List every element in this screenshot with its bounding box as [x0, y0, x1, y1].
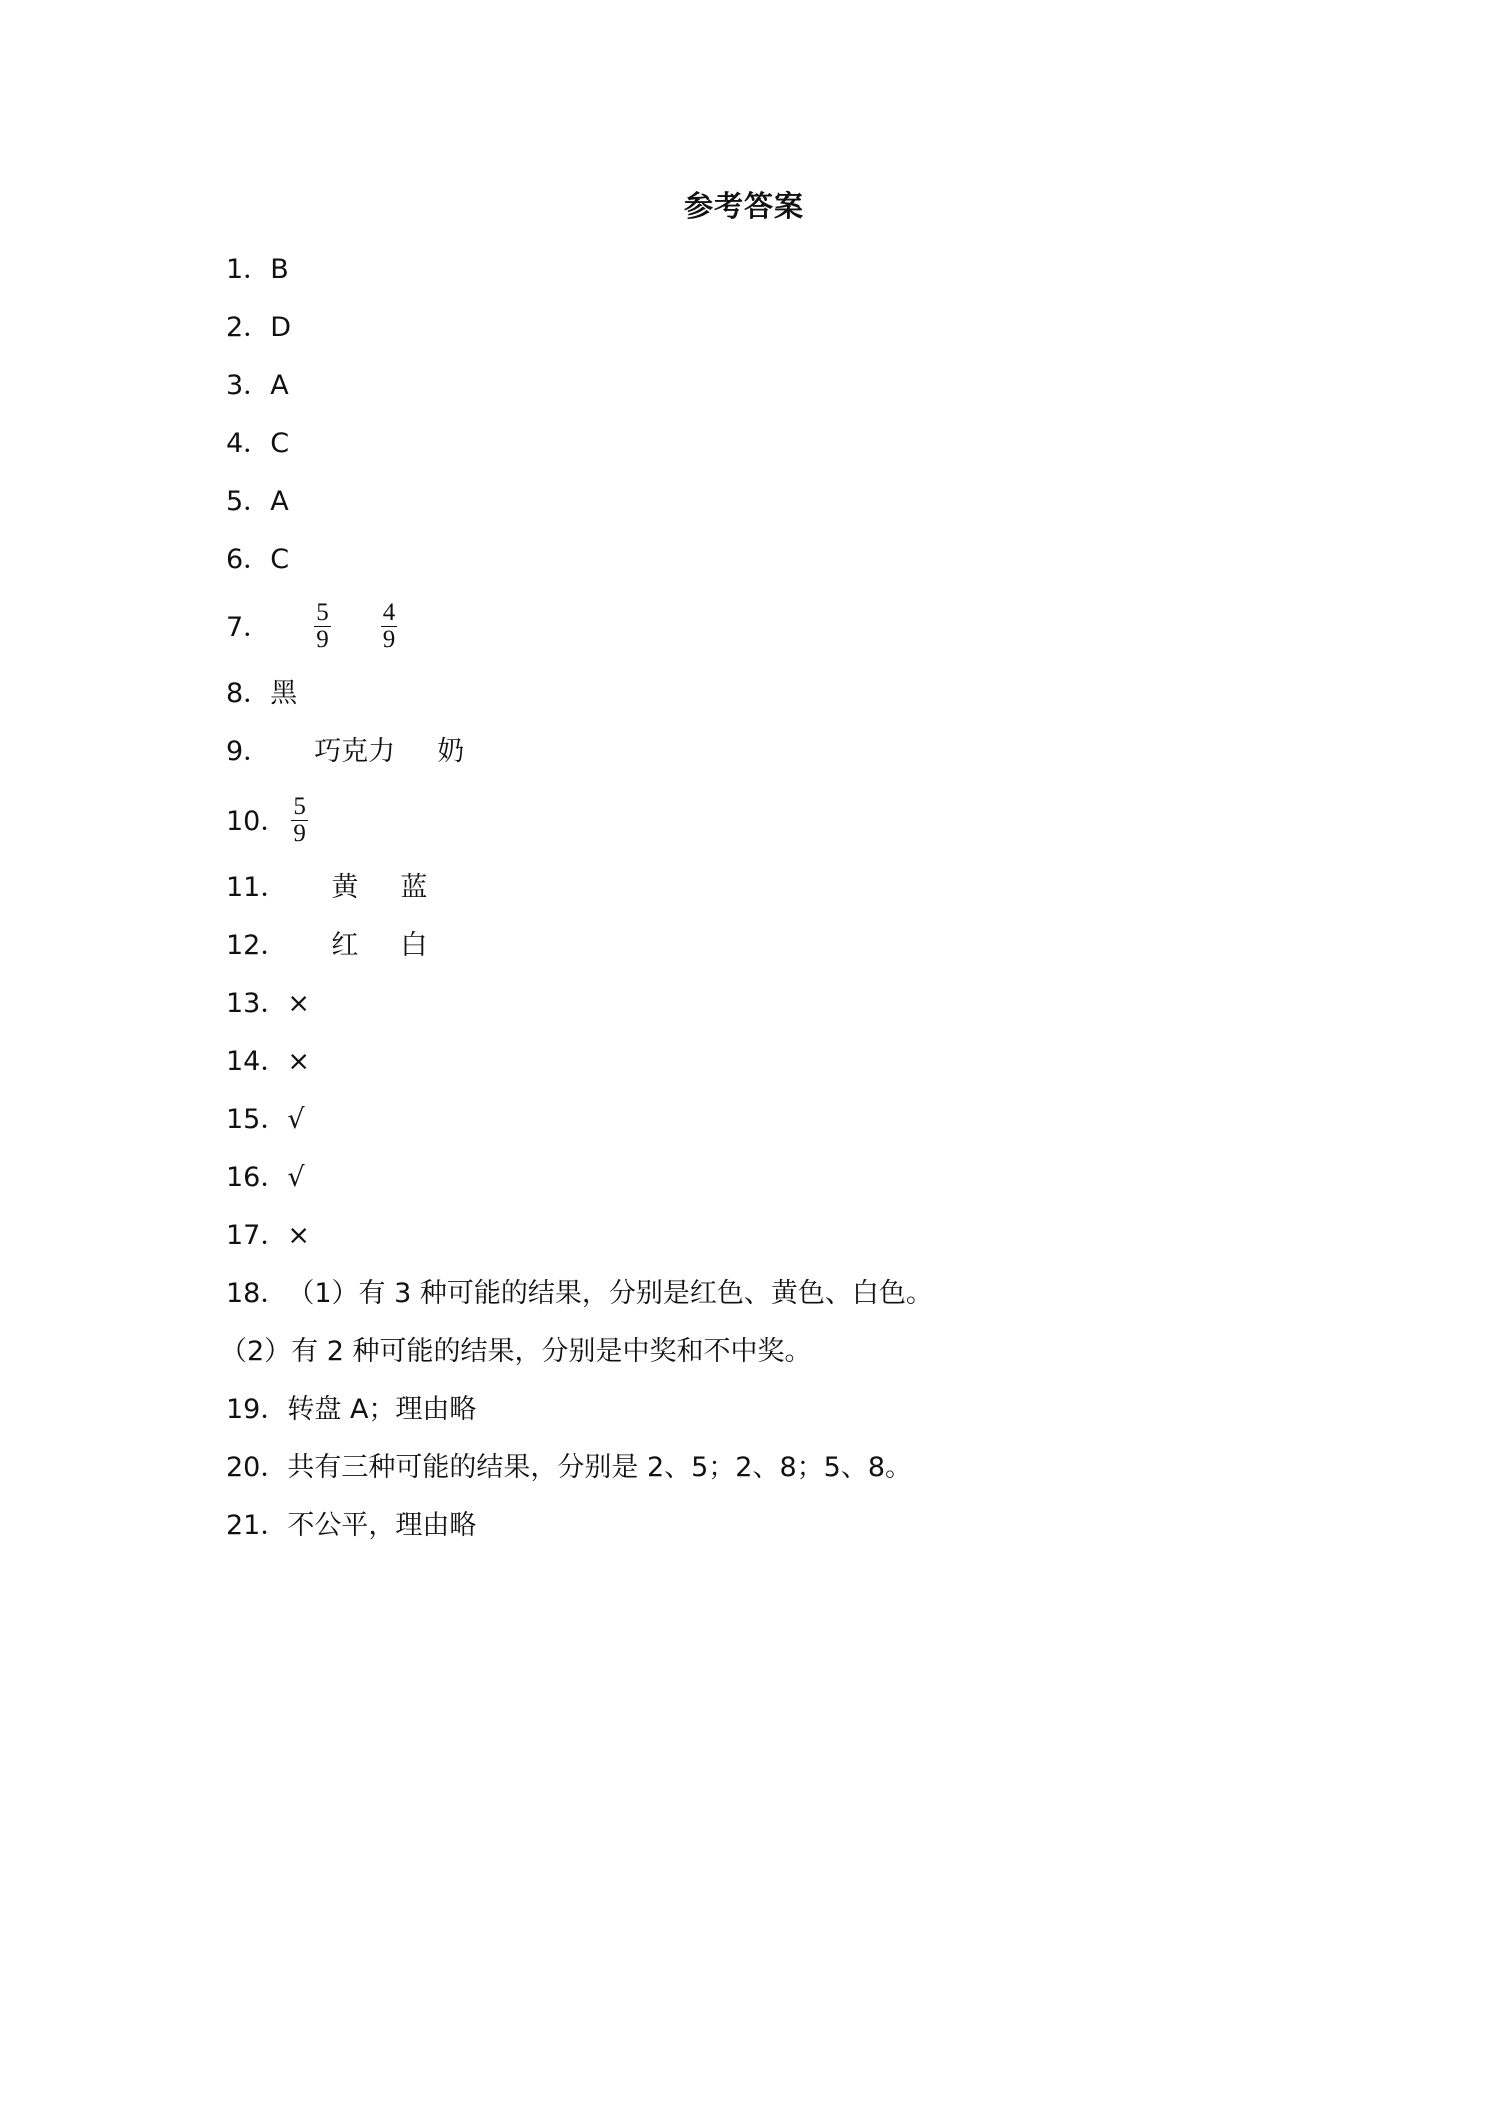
item-answer: C — [270, 428, 290, 459]
item-number: 17． — [226, 1220, 288, 1251]
item-answer: √ — [287, 1162, 305, 1193]
answer-line-7 — [226, 599, 397, 653]
denominator: 9 — [382, 626, 396, 653]
item-answer: D — [270, 312, 291, 343]
item-number: 10． — [226, 806, 288, 837]
item-number: 19． — [226, 1394, 288, 1425]
blank-answer-2: 奶 — [437, 736, 465, 767]
answer-line-16 — [226, 1160, 305, 1196]
item-answer: C — [270, 544, 290, 575]
item-answer: 转盘 A；理由略 — [287, 1394, 477, 1425]
item-number: 9． — [226, 736, 271, 767]
fraction-answer-1 — [314, 600, 331, 653]
denominator: 9 — [316, 626, 329, 653]
answer-line-20 — [226, 1450, 912, 1486]
item-number: 14． — [226, 1046, 288, 1077]
fraction-answer-1 — [291, 794, 308, 847]
item-number: 15． — [226, 1104, 288, 1135]
answer-line-5 — [226, 484, 289, 520]
answer-line-10 — [226, 793, 308, 847]
item-number: 6． — [226, 544, 271, 575]
blank-answer-2: 蓝 — [400, 872, 428, 903]
numerator: 5 — [293, 793, 306, 820]
answer-line-18 — [226, 1276, 933, 1312]
numerator: 5 — [316, 599, 329, 626]
item-number: 2． — [226, 312, 271, 343]
item-answer: （1）有 3 种可能的结果，分别是红色、黄色、白色。 — [287, 1278, 933, 1309]
denominator: 9 — [293, 820, 306, 847]
blank-answer-2: 白 — [400, 930, 428, 961]
answer-line-3 — [226, 368, 289, 404]
item-number: 21． — [226, 1510, 288, 1541]
item-number: 11． — [226, 872, 288, 903]
item-number: 7． — [226, 612, 271, 643]
answer-line-4 — [226, 426, 289, 462]
item-answer: A — [270, 370, 289, 401]
item-answer: 共有三种可能的结果，分别是 2、5；2、8；5、8。 — [287, 1452, 913, 1483]
item-answer: A — [270, 486, 289, 517]
blank-answer-1: 红 — [331, 930, 359, 961]
item-answer: 不公平，理由略 — [287, 1510, 477, 1541]
answer-line-11 — [226, 870, 427, 906]
item-number: 16． — [226, 1162, 288, 1193]
item-number: 20． — [226, 1452, 288, 1483]
fraction-answer-2 — [381, 600, 398, 653]
item-answer: × — [287, 1046, 310, 1077]
answer-line-19 — [226, 1392, 476, 1428]
item-answer: × — [287, 1220, 310, 1251]
answer-line-15 — [226, 1102, 305, 1138]
answer-line-1 — [226, 252, 289, 288]
item-number: 4． — [226, 428, 271, 459]
page-title: 参考答案 — [683, 189, 804, 223]
answer-line-17 — [226, 1218, 310, 1254]
item-answer: 黑 — [270, 678, 298, 709]
answer-line-6 — [226, 542, 289, 578]
item-number: 18． — [226, 1278, 288, 1309]
item-number: 12． — [226, 930, 288, 961]
item-answer: （2）有 2 种可能的结果，分别是中奖和不中奖。 — [220, 1336, 812, 1367]
item-number: 8． — [226, 678, 271, 709]
item-number: 13． — [226, 988, 288, 1019]
item-number: 1． — [226, 254, 271, 285]
answer-line-13 — [226, 986, 310, 1022]
blank-answer-1: 黄 — [331, 872, 359, 903]
item-number: 3． — [226, 370, 271, 401]
answer-line-14 — [226, 1044, 310, 1080]
answer-line-12 — [226, 928, 427, 964]
item-answer: √ — [287, 1104, 305, 1135]
item-answer: B — [270, 254, 289, 285]
answer-line-18-part-2 — [220, 1334, 812, 1370]
numerator: 4 — [382, 599, 396, 626]
blank-answer-1: 巧克力 — [314, 736, 396, 767]
answer-line-8 — [226, 676, 297, 712]
answer-line-2 — [226, 310, 291, 346]
answer-line-9 — [226, 734, 464, 770]
item-answer: × — [287, 988, 310, 1019]
item-number: 5． — [226, 486, 271, 517]
answer-line-21 — [226, 1508, 476, 1544]
